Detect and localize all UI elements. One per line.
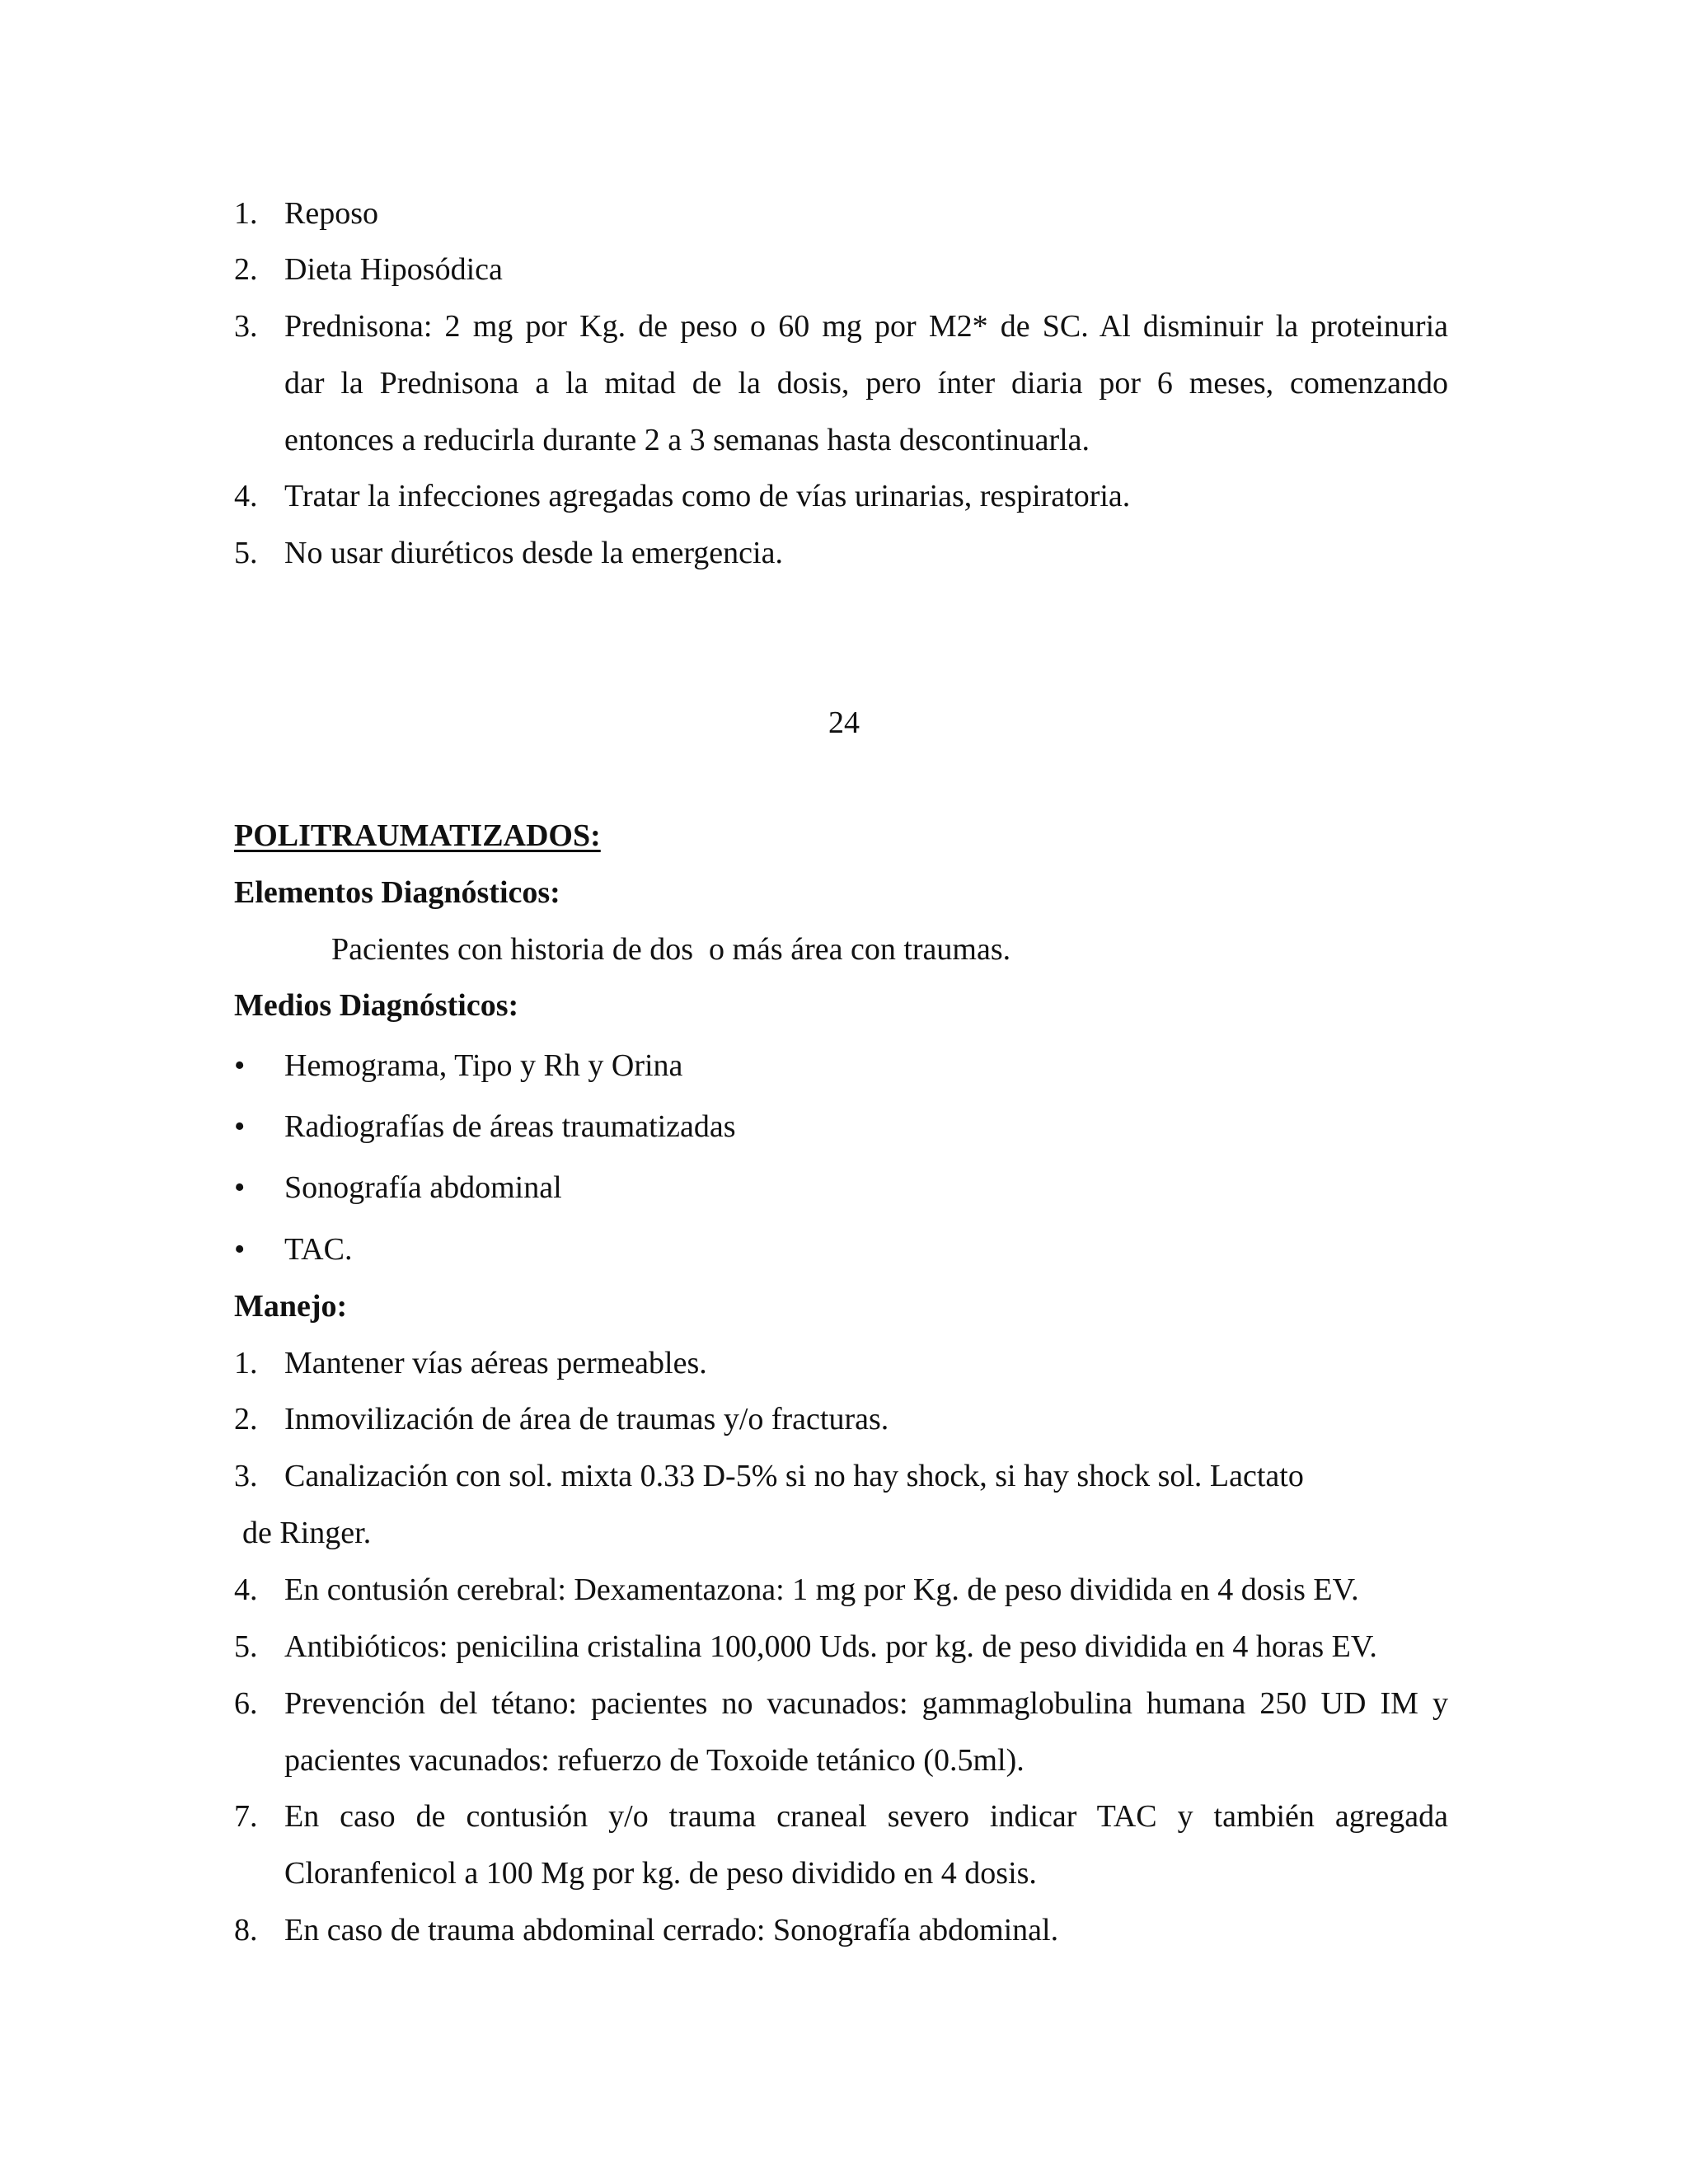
elementos-heading: Elementos Diagnósticos: [234,875,560,910]
bullet-item-text: Radiografías de áreas traumatizadas [284,1109,736,1144]
list-number: 3. [234,309,258,344]
list-number: 5. [234,536,258,570]
list-number: 2. [234,1402,258,1436]
list-item-text: dar la Prednisona a la mitad de la dosis, pero ínter diaria por 6 meses, comenzando [284,366,1448,401]
list-number: 1. [234,1346,258,1380]
list-item-text: Tratar la infecciones agregadas como de vías urinarias, respiratoria. [284,479,1131,513]
bullet-item-text: TAC. [284,1232,353,1267]
list-number: 2. [234,252,258,287]
manejo-heading: Manejo: [234,1289,348,1324]
list-number: 6. [234,1686,258,1721]
list-number: 4. [234,1572,258,1607]
list-item-text: pacientes vacunados: refuerzo de Toxoide tetánico (0.5ml). [284,1743,1025,1778]
bullet-marker: • [234,1109,246,1144]
list-number: 8. [234,1913,258,1947]
list-number: 5. [234,1629,258,1664]
list-item-text: Antibióticos: penicilina cristalina 100,000 Uds. por kg. de peso dividida en 4 horas EV. [284,1629,1377,1664]
page-number: 24 [828,705,860,740]
list-item-text: En contusión cerebral: Dexamentazona: 1 mg por Kg. de peso dividida en 4 dosis EV. [284,1572,1359,1607]
list-number: 7. [234,1799,258,1834]
list-number: 4. [234,479,258,513]
list-item-text: En caso de trauma abdominal cerrado: Sonografía abdominal. [284,1913,1059,1947]
list-item-text: No usar diuréticos desde la emergencia. [284,536,783,570]
bullet-marker: • [234,1232,246,1267]
list-item-text: Inmovilización de área de traumas y/o fracturas. [284,1402,889,1436]
bullet-item-text: Hemograma, Tipo y Rh y Orina [284,1048,683,1083]
bullet-marker: • [234,1170,246,1205]
section-title: POLITRAUMATIZADOS: [234,818,601,853]
list-item-text: En caso de contusión y/o trauma craneal severo indicar TAC y también agregada [284,1799,1448,1834]
list-item-text: entonces a reducirla durante 2 a 3 semanas hasta descontinuarla. [284,423,1090,457]
list-number: 1. [234,196,258,231]
list-item-text: Reposo [284,196,378,231]
list-item-text: Prednisona: 2 mg por Kg. de peso o 60 mg por M2* de SC. Al disminuir la proteinuria [284,309,1448,344]
list-number: 3. [234,1459,258,1493]
list-item-text: Mantener vías aéreas permeables. [284,1346,707,1380]
bullet-marker: • [234,1048,246,1083]
list-item-text: Dieta Hiposódica [284,252,503,287]
list-item-text: Canalización con sol. mixta 0.33 D-5% si no hay shock, si hay shock sol. Lactato [284,1459,1304,1493]
list-item-text: Cloranfenicol a 100 Mg por kg. de peso dividido en 4 dosis. [284,1856,1037,1891]
medios-heading: Medios Diagnósticos: [234,988,519,1023]
list-item-text: de Ringer. [242,1516,372,1550]
list-item-text: Prevención del tétano: pacientes no vacunados: gammaglobulina humana 250 UD IM y [284,1686,1448,1721]
bullet-item-text: Sonografía abdominal [284,1170,562,1205]
elementos-text: Pacientes con historia de dos o más área con traumas. [331,932,1011,967]
